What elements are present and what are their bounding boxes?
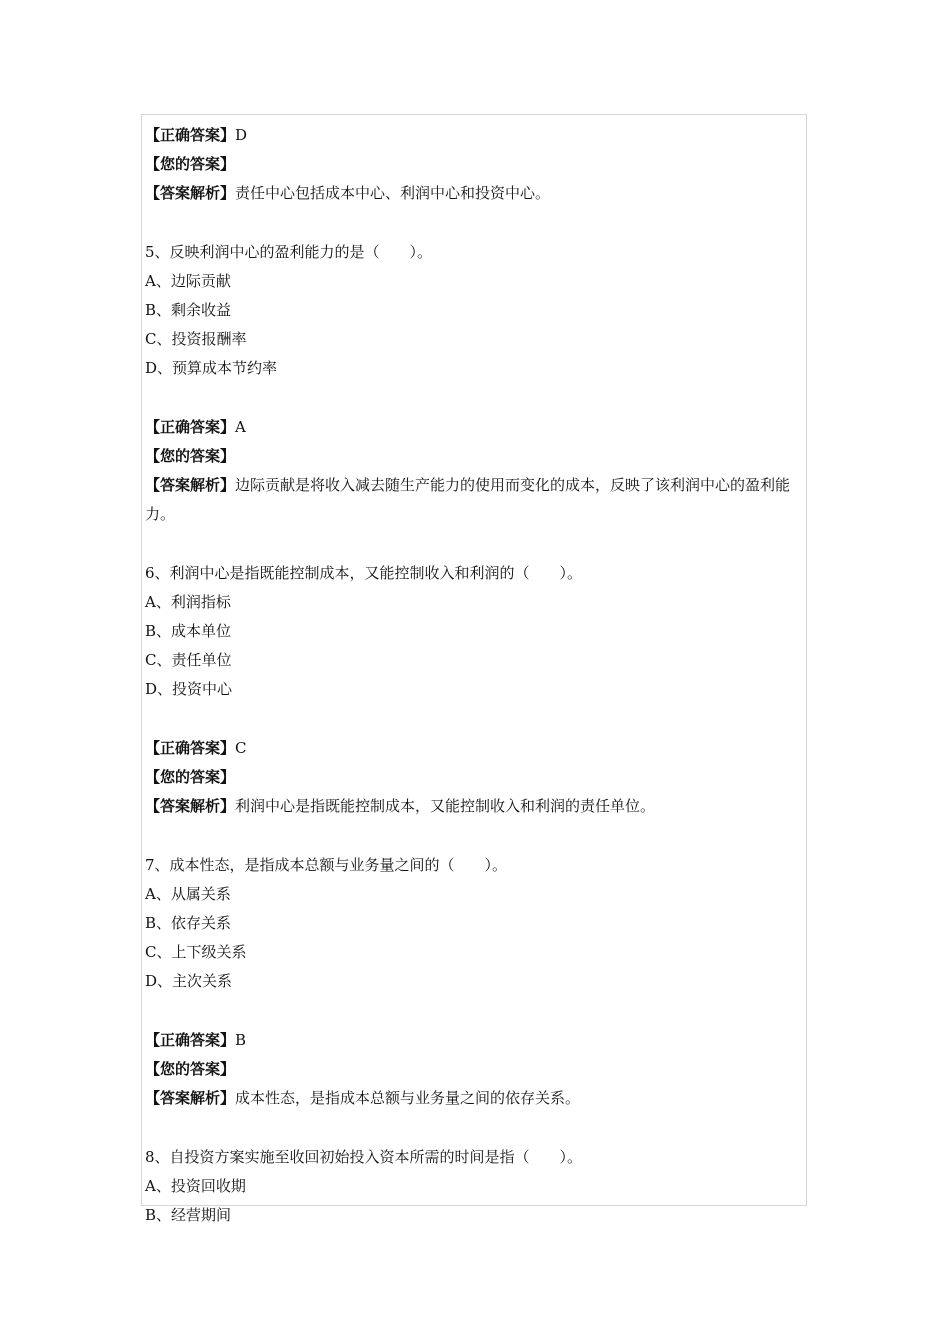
answer-analysis-label: 【答案解析】 (145, 184, 236, 202)
block-gap (145, 996, 807, 1026)
question-option: A、投资回收期 (145, 1177, 246, 1195)
question-option: C、责任单位 (145, 651, 232, 669)
answer-analysis-label: 【答案解析】 (145, 476, 236, 494)
block-gap (145, 704, 807, 734)
block-gap (145, 821, 807, 851)
answer-analysis-line (145, 179, 807, 208)
correct-answer-value: A (235, 418, 246, 436)
correct-answer-label: 【正确答案】 (145, 418, 236, 436)
document-content (145, 121, 807, 1230)
correct-answer-value: C (235, 739, 247, 757)
answer-analysis-text: 利润中心是指既能控制成本，又能控制收入和利润的责任单位。 (235, 797, 656, 815)
correct-answer-line (145, 413, 807, 442)
answer-analysis-text: 边际贡献是将收入减去随生产能力的使用而变化的成本，反映了该利润中心的盈利能力。 (145, 476, 791, 523)
question-option: B、经营期间 (145, 1206, 232, 1224)
block-gap (145, 1113, 807, 1143)
correct-answer-label: 【正确答案】 (145, 739, 236, 757)
block-gap (145, 383, 807, 413)
question-option: B、依存关系 (145, 914, 232, 932)
correct-answer-line (145, 734, 807, 763)
block-gap (145, 208, 807, 238)
question-option: A、边际贡献 (145, 272, 231, 290)
question-option: D、预算成本节约率 (145, 359, 278, 377)
question-option: D、投资中心 (145, 680, 233, 698)
correct-answer-value: B (235, 1031, 247, 1049)
answer-analysis-label: 【答案解析】 (145, 1089, 236, 1107)
question-option: A、利润指标 (145, 593, 231, 611)
question-option: C、上下级关系 (145, 943, 247, 961)
question-text: 7、成本性态，是指成本总额与业务量之间的（ ）。 (145, 856, 508, 874)
correct-answer-line (145, 121, 807, 150)
correct-answer-line (145, 1026, 807, 1055)
answer-analysis-label: 【答案解析】 (145, 797, 236, 815)
question-text: 5、反映利润中心的盈利能力的是（ ）。 (145, 243, 433, 261)
document-frame (141, 114, 807, 1224)
answer-analysis-text: 成本性态，是指成本总额与业务量之间的依存关系。 (235, 1089, 581, 1107)
answer-analysis-line (145, 1084, 807, 1113)
question-option: D、主次关系 (145, 972, 233, 990)
your-answer-line (145, 150, 807, 179)
correct-answer-label: 【正确答案】 (145, 126, 236, 144)
answer-analysis-text: 责任中心包括成本中心、利润中心和投资中心。 (235, 184, 551, 202)
your-answer-line (145, 763, 807, 792)
your-answer-label: 【您的答案】 (145, 447, 236, 465)
your-answer-label: 【您的答案】 (145, 1060, 236, 1078)
correct-answer-label: 【正确答案】 (145, 1031, 236, 1049)
block-gap (145, 529, 807, 559)
your-answer-label: 【您的答案】 (145, 768, 236, 786)
correct-answer-value: D (235, 126, 248, 144)
answer-analysis-line (145, 471, 807, 529)
question-text: 8、自投资方案实施至收回初始投入资本所需的时间是指（ ）。 (145, 1148, 583, 1166)
your-answer-label: 【您的答案】 (145, 155, 236, 173)
question-option: C、投资报酬率 (145, 330, 247, 348)
question-option: B、成本单位 (145, 622, 232, 640)
question-text: 6、利润中心是指既能控制成本，又能控制收入和利润的（ ）。 (145, 564, 583, 582)
your-answer-line (145, 442, 807, 471)
your-answer-line (145, 1055, 807, 1084)
question-option: B、剩余收益 (145, 301, 232, 319)
question-option: A、从属关系 (145, 885, 231, 903)
answer-analysis-line (145, 792, 807, 821)
